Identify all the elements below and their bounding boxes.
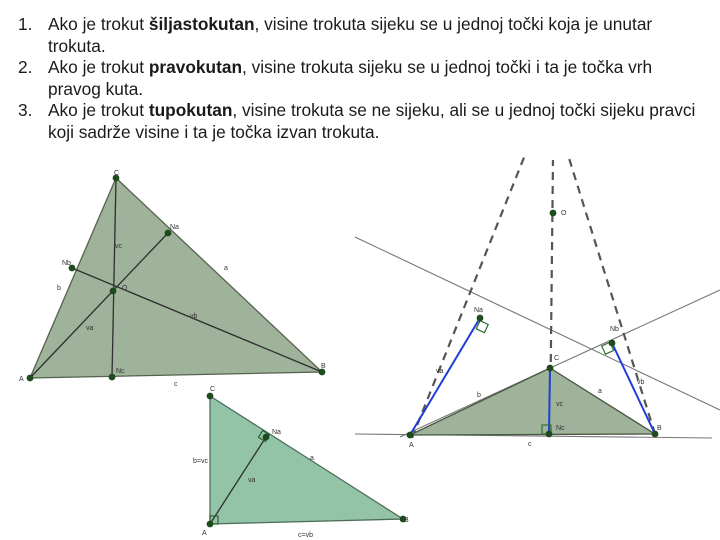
orthocenter-point	[550, 210, 557, 217]
statement-text: , visine trokuta sijeku se u jednoj točki koja je unutar trokuta.	[48, 14, 653, 56]
vertex-c-point	[547, 365, 554, 372]
height-vc-label: vc	[556, 401, 563, 408]
height-va-label: va	[86, 325, 94, 332]
foot-na-label: Na	[272, 429, 281, 436]
foot-nc-point	[109, 374, 116, 381]
right-triangle	[210, 396, 403, 524]
theorem-list	[18, 14, 708, 144]
right-triangle-figure	[193, 386, 409, 539]
obtuse-triangle-figure	[355, 155, 720, 449]
foot-nb-point	[609, 340, 616, 347]
side-c-label: c	[528, 441, 532, 448]
statement-text: Ako je trokut	[48, 14, 149, 34]
height-va-label: va	[436, 368, 444, 375]
vertex-a-point	[27, 375, 34, 382]
vertex-c-label: C	[554, 355, 560, 362]
foot-na-point	[477, 315, 484, 322]
vertex-a-label: A	[19, 376, 24, 383]
statement-text: , visine trokuta se ne sijeku, ali se u jednoj točki sijeku pravci koji sadrže visine i ta je točka izvan trokuta.	[48, 100, 696, 142]
height-vb-label: vb	[190, 313, 198, 320]
vertex-c-label: C	[114, 170, 120, 177]
statement-text: Ako je trokut	[48, 57, 149, 78]
acute-triangle-figure	[19, 170, 326, 388]
foot-nc-point	[546, 431, 553, 438]
statement-number: 1.	[18, 14, 33, 34]
side-b-label: b	[57, 285, 61, 292]
vertex-b-label: B	[321, 363, 326, 370]
vertex-a-label: A	[202, 530, 207, 537]
foot-na-point	[263, 434, 270, 441]
foot-nb-label: Nb	[62, 260, 71, 267]
statement-obtuse	[18, 100, 708, 143]
statement-number: 3.	[18, 100, 33, 121]
foot-na-label: Na	[474, 307, 483, 314]
acute-triangle	[30, 178, 322, 378]
statement-keyword: šiljastokutan	[148, 14, 255, 34]
vertex-b-label: B	[404, 517, 409, 524]
orthocenter-point	[110, 288, 117, 295]
leg-c-label: c=vb	[298, 532, 313, 539]
height-va-label: va	[248, 477, 256, 484]
vertex-b-label: B	[657, 425, 662, 432]
vertex-a-point	[407, 432, 414, 439]
side-a-label: a	[224, 265, 228, 272]
foot-nc-label: Nc	[556, 425, 565, 432]
orthocenter-label: O	[561, 210, 567, 217]
vertex-a-point	[207, 521, 214, 528]
vertex-c-label: C	[210, 386, 216, 393]
statement-text: Ako je trokut	[48, 100, 149, 121]
statement-right	[18, 57, 708, 100]
vertex-a-label: A	[409, 442, 414, 449]
vertex-c-point	[207, 393, 214, 400]
statement-number: 2.	[18, 57, 33, 78]
foot-nc-label: Nc	[116, 368, 125, 375]
orthocenter-label: O	[122, 285, 128, 292]
height-vc-line	[549, 368, 550, 434]
leg-b-label: b=vc	[193, 458, 208, 465]
statement-acute	[18, 14, 708, 57]
foot-na-label: Na	[170, 224, 179, 231]
side-c-label: c	[174, 381, 178, 388]
statement-text: , visine trokuta sijeku se u jednoj točki i ta je točka vrh pravog kuta.	[48, 57, 653, 99]
side-a-label: a	[310, 455, 314, 462]
height-vc-label: vc	[115, 243, 122, 250]
statement-keyword: tupokutan	[148, 100, 233, 121]
height-vb-label: vb	[637, 379, 645, 386]
statement-keyword: pravokutan	[148, 57, 243, 78]
side-a-label: a	[598, 388, 602, 395]
side-b-label: b	[477, 392, 481, 399]
obtuse-triangle	[410, 368, 655, 435]
foot-nb-label: Nb	[610, 326, 619, 333]
